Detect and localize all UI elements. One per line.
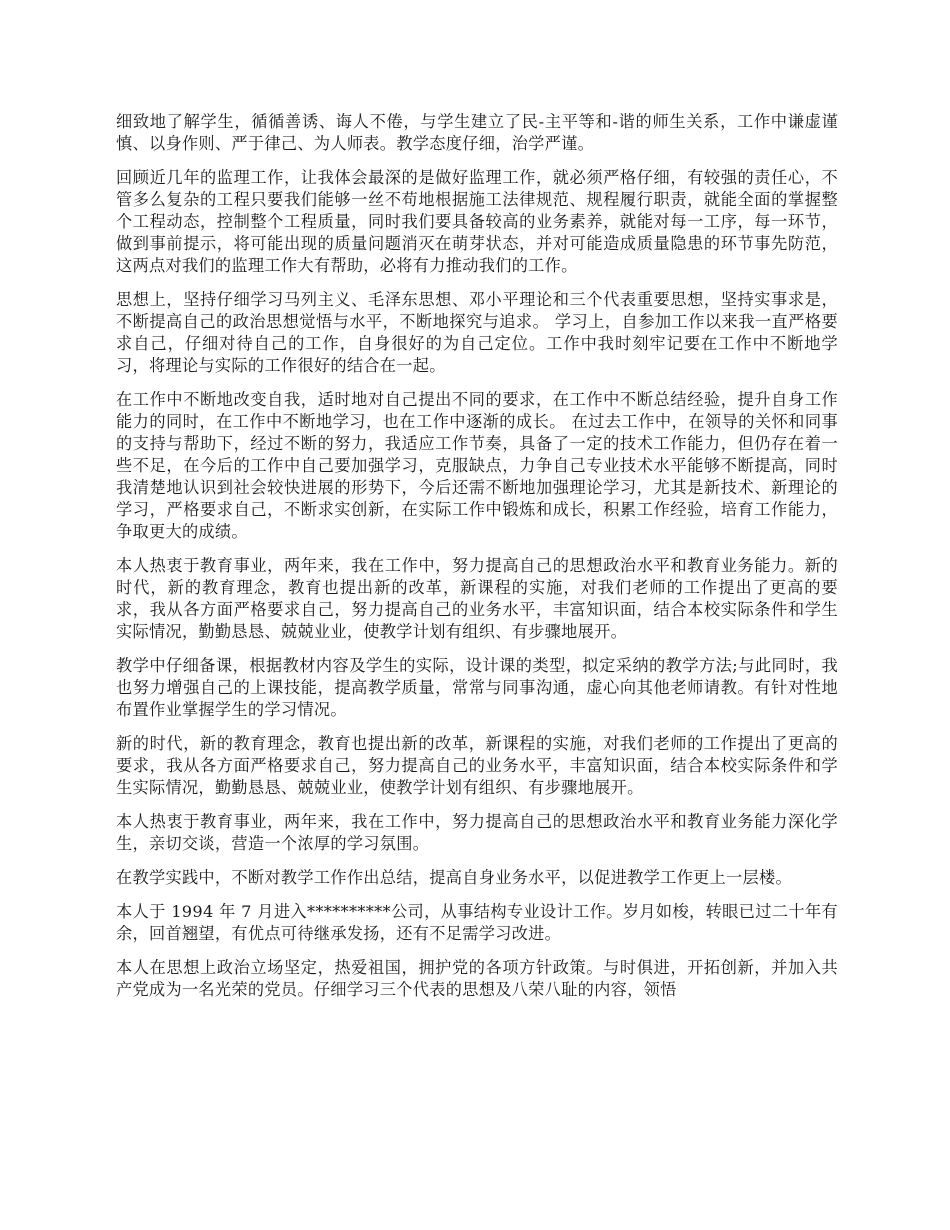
paragraph-2: 回顾近几年的监理工作，让我体会最深的是做好监理工作，就必须严格仔细，有较强的责任心，不管多么复杂的工程只要我们能够一丝不苟地根据施工法律规范、规程履行职责，就能全面的掌握整个工程动态，控制整个工程质量，同时我们要具备较高的业务素养，就能对每一工序，每一环节，做到事前提示，将可能出现的质量问题消灭在萌芽状态，并对可能造成质量隐患的环节事先防范，这两点对我们的监理工作大有帮助，必将有力推动我们的工作。 bbox=[116, 168, 838, 275]
paragraph-9: 在教学实践中，不断对教学工作作出总结，提高自身业务水平，以促进教学工作更上一层楼。 bbox=[116, 868, 792, 887]
paragraph-7: 新的时代，新的教育理念，教育也提出新的改革，新课程的实施，对我们老师的工作提出了更高的要求，我从各方面严格要求自己，努力提高自己的业务水平，丰富知识面，结合本校实际条件和学生实际情况，勤勤恳恳、兢兢业业，使教学计划有组织、有步骤地展开。 bbox=[116, 734, 838, 797]
paragraph-6: 教学中仔细备课，根据教材内容及学生的实际，设计课的类型，拟定采纳的教学方法;与此同时，我也努力增强自己的上课技能，提高教学质量，常常与同事沟通，虚心向其他老师请教。有针对性地布置作业掌握学生的学习情况。 bbox=[116, 656, 838, 719]
paragraph-3: 思想上，坚持仔细学习马列主义、毛泽东思想、邓小平理论和三个代表重要思想，坚持实事求是，不断提高自己的政治思想觉悟与水平，不断地探究与追求。 学习上，自参加工作以来我一直严格要求自己，仔细对待自己的工作，自身很好的为自己定位。工作中我时刻牢记要在工作中不断地学习，将理论与实际的工作很好的结合在一起。 bbox=[116, 290, 838, 375]
paragraph-4: 在工作中不断地改变自我，适时地对自己提出不同的要求，在工作中不断总结经验，提升自身工作能力的同时，在工作中不断地学习，也在工作中逐渐的成长。 在过去工作中，在领导的关怀和同事的支持与帮助下，经过不断的努力，我适应工作节奏，具备了一定的技术工作能力，但仍存在着一些不足，在今后的工作中自己要加强学习，克服缺点，力争自己专业技术水平能够不断提高，同时我清楚地认识到社会较快进展的形势下，今后还需不断地加强理论学习，尤其是新技术、新理论的学习，严格要求自己，不断求实创新，在实际工作中锻炼和成长，积累工作经验，培育工作能力，争取更大的成绩。 bbox=[116, 390, 838, 541]
paragraph-11: 本人在思想上政治立场坚定，热爱祖国，拥护党的各项方针政策。与时俱进，开拓创新，并加入共产党成为一名光荣的党员。仔细学习三个代表的思想及八荣八耻的内容，领悟 bbox=[116, 958, 838, 999]
paragraph-8: 本人热衷于教育事业，两年来，我在工作中，努力提高自己的思想政治水平和教育业务能力深化学生，亲切交谈，营造一个浓厚的学习氛围。 bbox=[116, 812, 838, 853]
paragraph-10: 本人于 1994 年 7 月进入**********公司，从事结构专业设计工作。岁月如梭，转眼已过二十年有余，回首翘望，有优点可待继承发扬，还有不足需学习改进。 bbox=[116, 902, 838, 943]
paragraph-1: 细致地了解学生，循循善诱、诲人不倦，与学生建立了民-主平等和-谐的师生关系，工作中谦虚谨慎、以身作则、严于律己、为人师表。教学态度仔细，治学严谨。 bbox=[116, 112, 838, 153]
paragraph-5: 本人热衷于教育事业，两年来，我在工作中，努力提高自己的思想政治水平和教育业务能力。新的时代，新的教育理念，教育也提出新的改革，新课程的实施，对我们老师的工作提出了更高的要求，我从各方面严格要求自己，努力提高自己的业务水平，丰富知识面，结合本校实际条件和学生实际情况，勤勤恳恳、兢兢业业，使教学计划有组织、有步骤地展开。 bbox=[116, 556, 838, 641]
